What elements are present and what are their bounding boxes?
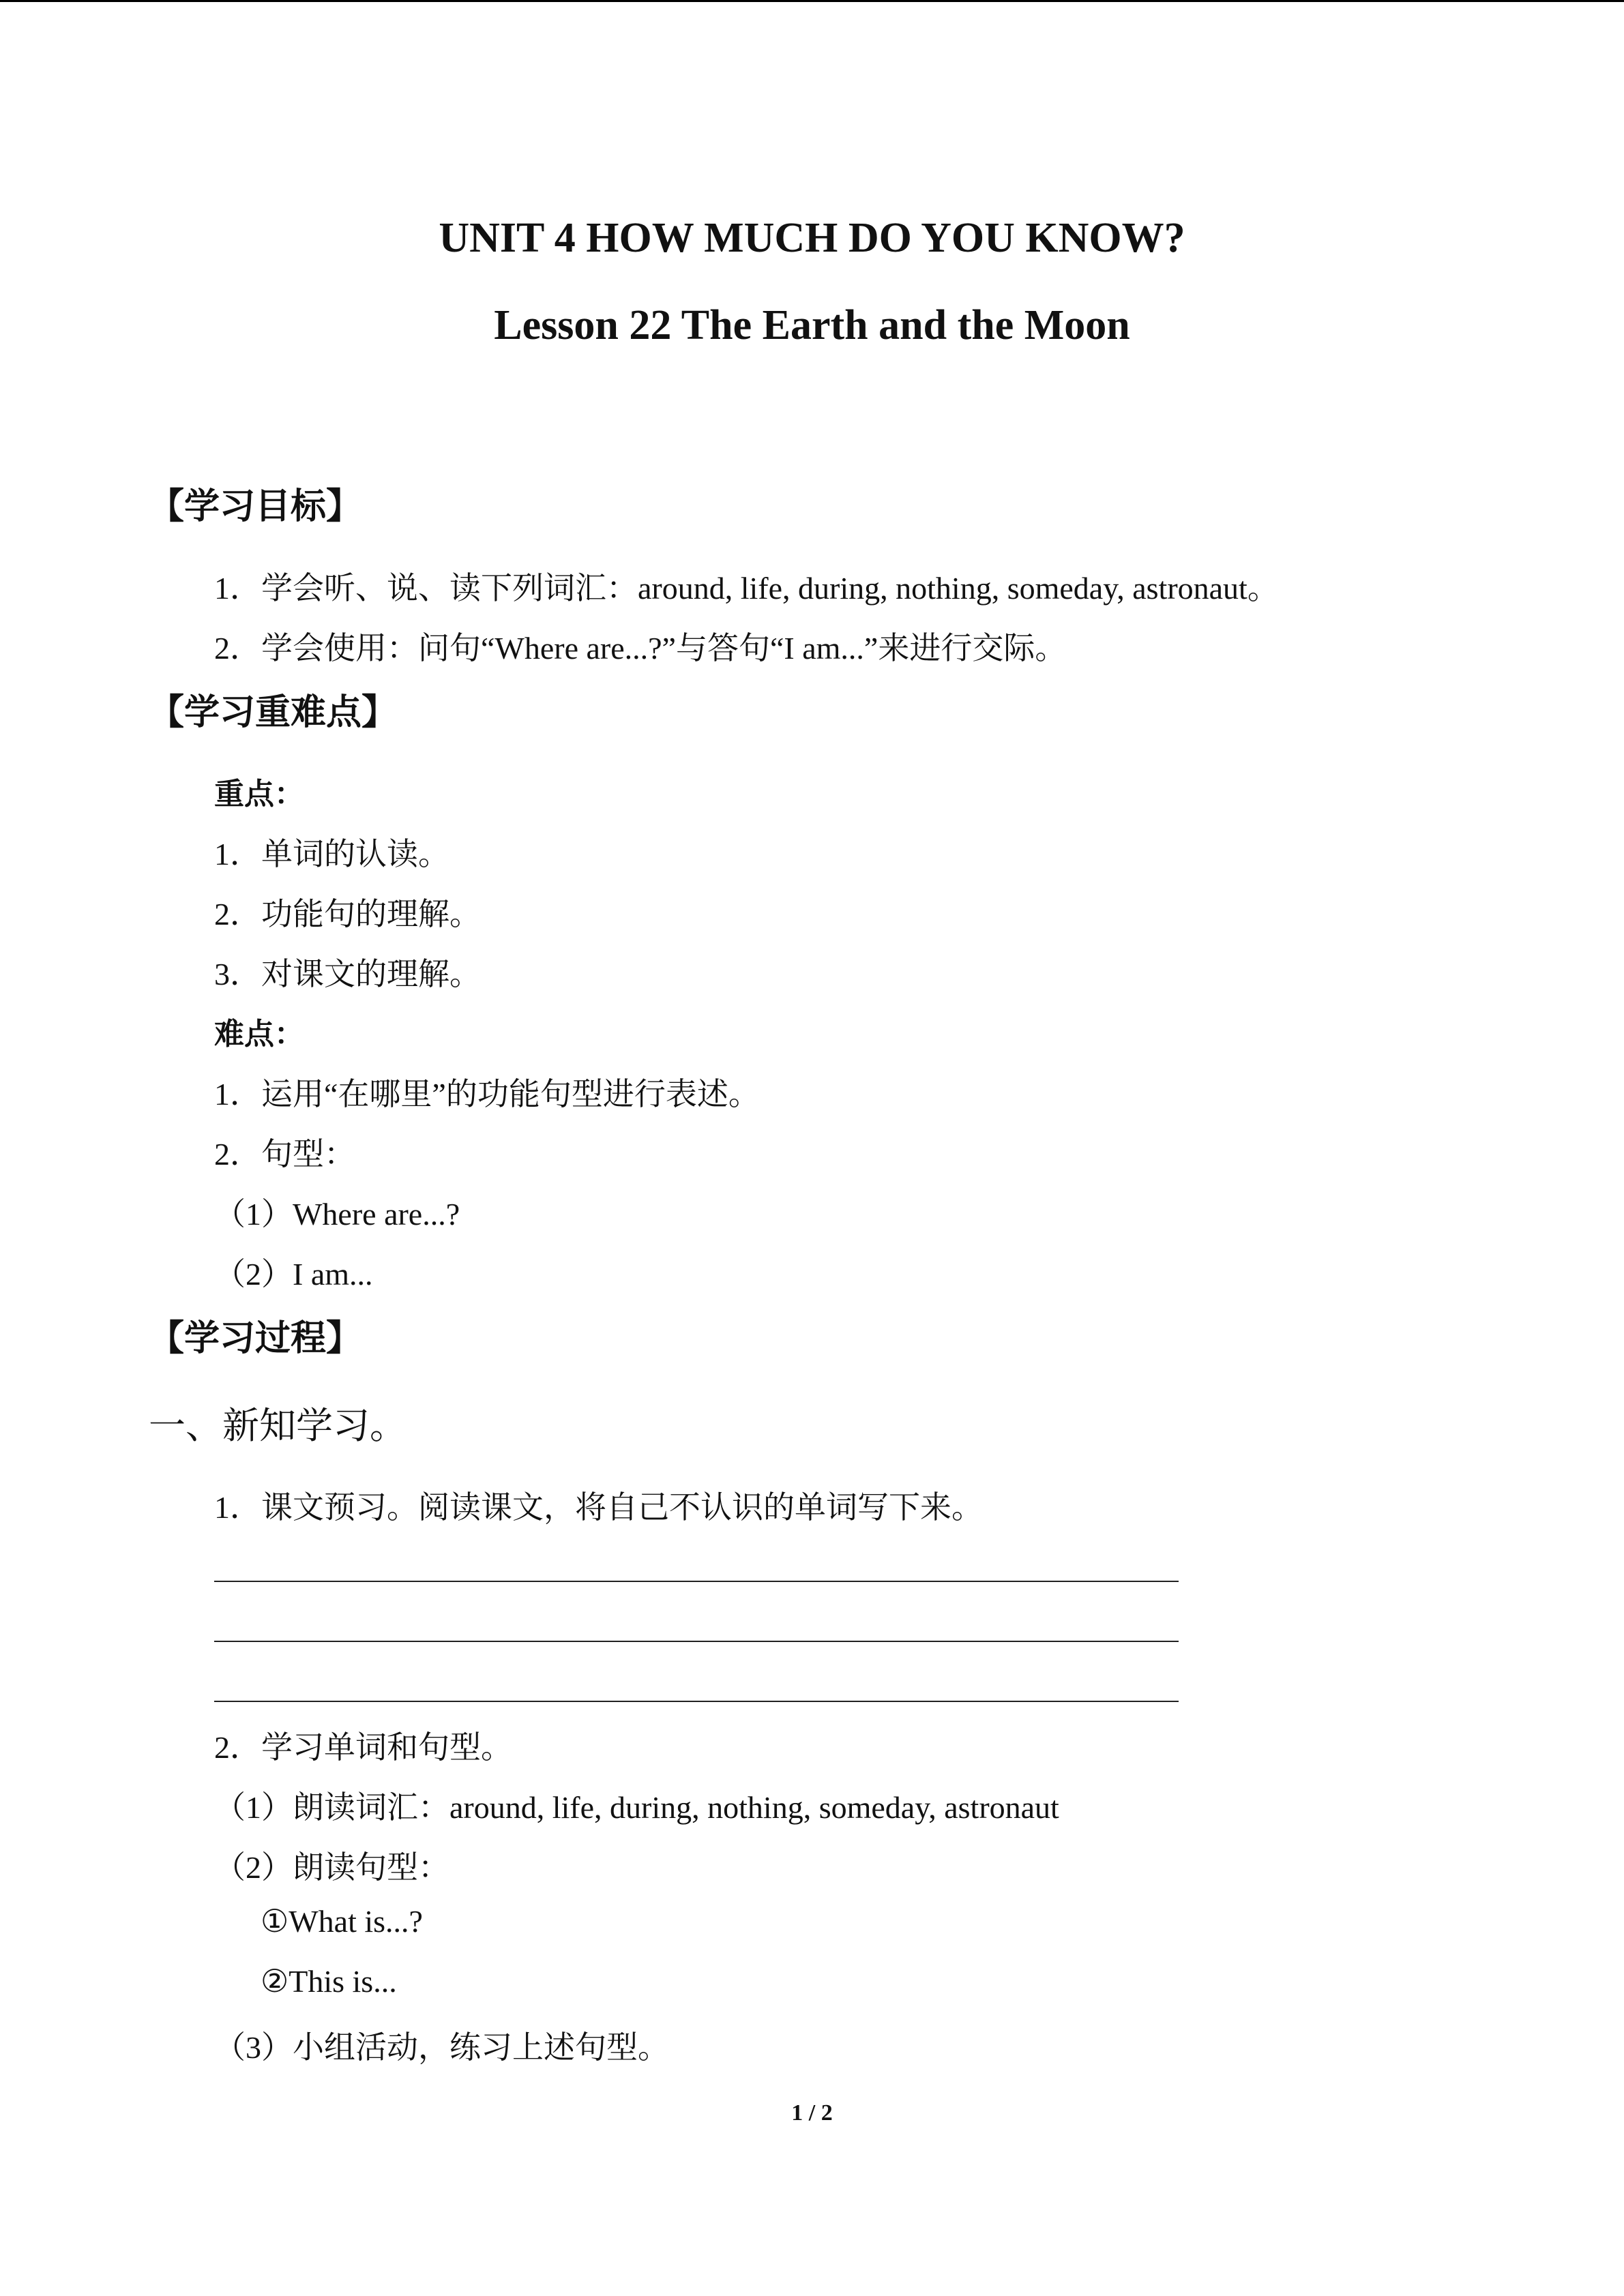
difficulty-item-3: （1）Where are...? [214, 1197, 460, 1232]
key-points-heading: 【学习重难点】 [149, 692, 398, 733]
difficulty-item-1: 1．运用“在哪里”的功能句型进行表述。 [214, 1077, 760, 1112]
process-heading: 【学习过程】 [149, 1318, 362, 1359]
focus-item-2: 2．功能句的理解。 [214, 897, 481, 931]
answer-line-1[interactable] [214, 1581, 1179, 1582]
page-number: 1 / 2 [791, 2100, 833, 2126]
part-one-heading: 一、新知学习。 [149, 1405, 407, 1446]
objective-item-2: 2．学会使用：问句“Where are...?”与答句“I am...”来进行交际。 [214, 631, 1067, 666]
study-task: 2．学习单词和句型。 [214, 1730, 512, 1765]
difficulty-item-4: （2）I am... [214, 1257, 373, 1292]
study-item-group-activity: （3）小组活动，练习上述句型。 [214, 2030, 669, 2065]
preview-task: 1．课文预习。阅读课文，将自己不认识的单词写下来。 [214, 1490, 983, 1525]
focus-item-3: 3．对课文的理解。 [214, 957, 481, 992]
focus-label: 重点： [214, 777, 304, 811]
study-item-patterns: （2）朗读句型： [214, 1850, 449, 1885]
difficulty-label: 难点： [214, 1017, 304, 1051]
answer-line-2[interactable] [214, 1641, 1179, 1642]
pattern-item-2: ②This is... [261, 1964, 397, 1999]
objective-item-1: 1．学会听、说、读下列词汇：around, life, during, nothing, someday, astronaut。 [214, 571, 1279, 606]
page-top-rule [0, 0, 1624, 2]
difficulty-item-2: 2．句型： [214, 1137, 355, 1172]
study-item-vocabulary: （1）朗读词汇：around, life, during, nothing, someday, astronaut [214, 1790, 1059, 1825]
lesson-title: Lesson 22 The Earth and the Moon [494, 302, 1130, 348]
focus-item-1: 1．单词的认读。 [214, 837, 449, 871]
answer-line-3[interactable] [214, 1701, 1179, 1702]
objectives-heading: 【学习目标】 [149, 486, 362, 527]
pattern-item-1: ①What is...? [261, 1904, 423, 1939]
unit-title: UNIT 4 HOW MUCH DO YOU KNOW? [439, 215, 1185, 261]
